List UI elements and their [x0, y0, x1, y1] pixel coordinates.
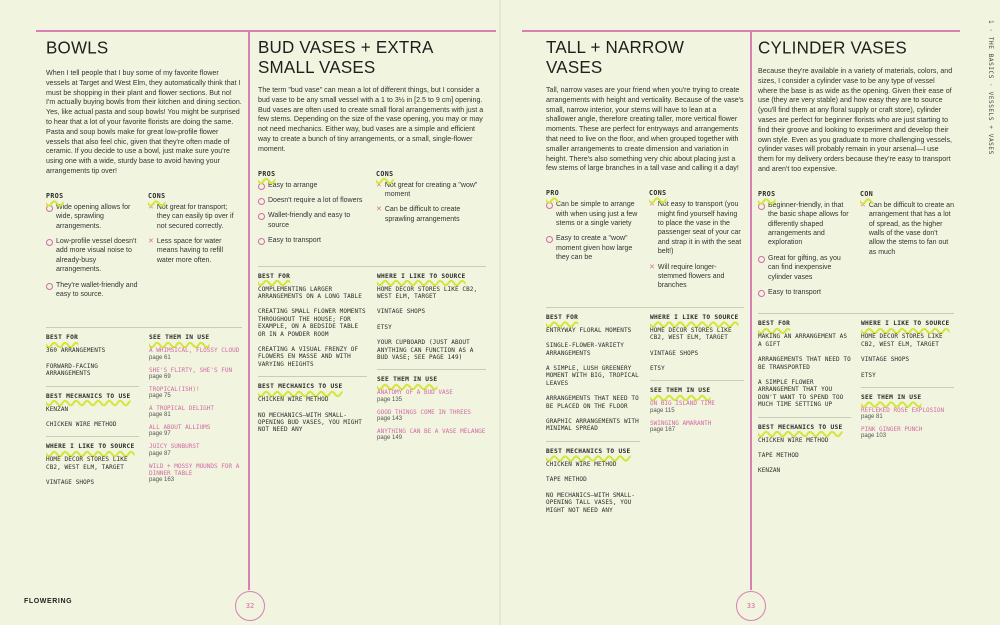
con-item: ✕ Not great for creating a "wow" moment: [376, 181, 478, 198]
source-item: HOME DECOR STORES LIKE CB2, WEST ELM, TARGET: [650, 326, 732, 342]
pros-label: PROS: [258, 169, 276, 178]
source-item: VINTAGE SHOPS: [861, 356, 910, 364]
mechanics-item: CHICKEN WIRE METHOD: [546, 460, 617, 468]
mechanics-label: BEST MECHANICS TO USE: [758, 423, 843, 431]
see-item: WILD + MOSSY MOUNDS FOR A DINNER TABLE page 163: [149, 462, 240, 484]
best-for-item: COMPLEMENTING LARGER ARRANGEMENTS ON A LONG TABLE: [258, 285, 362, 301]
pros-cons: [758, 183, 954, 304]
details-right: [650, 314, 744, 522]
running-footer: FLOWERING: [24, 598, 73, 605]
pro-item: Easy to arrange: [258, 181, 368, 190]
source-label: WHERE I LIKE TO SOURCE: [861, 320, 950, 328]
right-page: [500, 0, 1000, 625]
details-right: [149, 334, 242, 494]
source-label: WHERE I LIKE TO SOURCE: [46, 443, 135, 451]
details-left: [546, 314, 640, 522]
details-grid: [46, 334, 242, 494]
see-label: SEE THEM IN USE: [861, 394, 922, 402]
section-title: TALL + NARROW VASES: [546, 37, 685, 77]
source-item: HOME DECOR STORES LIKE CB2, WEST ELM, TARGET: [377, 285, 478, 301]
cons-label: CONS: [649, 189, 667, 198]
x-bullet-icon: ✕: [649, 263, 655, 271]
con-item: ✕ Can be difficult to create an arrangement that has a lot of spread, as the higher walls of the vase don't allow the stems to fan out as much: [860, 201, 954, 256]
cons-list: [860, 183, 954, 304]
best-for-label: BEST FOR: [258, 272, 291, 280]
details-left: [258, 273, 367, 447]
divider: [546, 307, 744, 308]
pros-label: PROS: [758, 189, 776, 198]
pro-item: Easy to transport: [758, 288, 852, 297]
source-item: ETSY: [650, 365, 665, 373]
pros-label: PROS: [46, 191, 64, 200]
divider: [650, 380, 744, 381]
cons-label: CONS: [376, 169, 394, 178]
best-for-item: A SIMPLE FLOWER ARRANGEMENT THAT YOU DON'T WANT TO SPEND TOO MUCH TIME SETTING UP: [758, 379, 844, 409]
mechanics-item: KENZAN: [758, 467, 781, 475]
circle-bullet-icon: [258, 198, 265, 205]
mechanics-item: TAPE METHOD: [758, 452, 799, 460]
mechanics-label: BEST MECHANICS TO USE: [46, 392, 131, 400]
divider: [46, 436, 139, 437]
divider: [46, 327, 242, 328]
con-item: ✕ Not great for transport; they can easily tip over if not secured correctly.: [148, 203, 234, 230]
x-bullet-icon: ✕: [148, 237, 154, 245]
pro-item: Low-profile vessel doesn't add more visual noise to already-busy arrangements.: [46, 237, 140, 275]
section-intro: Tall, narrow vases are your friend when you're trying to create arrangements with height and verticality. Because of the vase's small, narrow interior, your stems will have to lean at a shallower angle, therefore creating taller, more vertical flower moments. These are perfect for entryways and arrangements that need to live on the floor, and when grouped together with smaller arrangements to create dimension and variation in height. There's also something very chic about placing just a few stems of large branches in a tall vase and calling it a day!: [546, 86, 744, 173]
mechanics-label: BEST MECHANICS TO USE: [258, 383, 343, 391]
source-item: VINTAGE SHOPS: [650, 349, 699, 357]
best-for-item: ARRANGEMENTS THAT NEED TO BE PLACED ON THE FLOOR: [546, 395, 639, 410]
x-bullet-icon: ✕: [376, 206, 382, 214]
divider: [46, 386, 139, 387]
see-item: A TROPICAL DELIGHT page 81: [149, 405, 215, 419]
best-for-item: GRAPHIC ARRANGEMENTS WITH MINIMAL SPREAD: [546, 418, 639, 433]
pros-cons: [46, 185, 242, 306]
source-item: ETSY: [861, 371, 876, 379]
best-for-label: BEST FOR: [758, 320, 791, 328]
divider: [758, 313, 954, 314]
mechanics-item: CHICKEN WIRE METHOD: [758, 436, 829, 444]
pros-list: [546, 182, 641, 297]
page-number: 33: [736, 591, 766, 621]
see-item: GOOD THINGS COME IN THREES page 143: [377, 408, 471, 422]
pro-item: Wallet-friendly and easy to source: [258, 211, 368, 230]
best-for-item: 360 ARRANGEMENTS: [46, 347, 106, 355]
con-item: ✕ Can be difficult to create sprawling arrangements: [376, 206, 461, 223]
circle-bullet-icon: [46, 283, 53, 290]
section-intro: The term "bud vase" can mean a lot of different things, but I consider a bud vase to be any small vessel with a 1 to 3½ in [2.5 to 9 cm] opening. Bud vases are often used to create small floral arrangements with just a few stems. Depending on the size of the vase opening, you may or may not need mechanics. Either way, bud vases are a simple and efficient way to create a bunch of tiny arrangements, or a small, single-flower moment.: [258, 86, 484, 153]
tall-narrow-section: [546, 30, 744, 522]
section-title: CYLINDER VASES: [758, 37, 907, 58]
best-for-item: FORWARD-FACING ARRANGEMENTS: [46, 362, 98, 378]
source-item: ETSY: [377, 323, 392, 331]
x-bullet-icon: ✕: [376, 181, 382, 189]
mechanics-item: NO MECHANICS—WITH SMALL-OPENING BUD VASES, YOU MIGHT NOT NEED ANY: [258, 411, 362, 434]
con-item: ✕ Less space for water means having to refill water more often.: [148, 237, 224, 264]
see-item: ALL ABOUT ALLIUMS page 97: [149, 424, 211, 438]
pro-item: Beginner-friendly, in that the basic shape allows for differently shaped arrangements and exploration: [758, 201, 852, 248]
x-bullet-icon: ✕: [860, 201, 866, 209]
circle-bullet-icon: [46, 205, 53, 212]
pros-list: [46, 185, 140, 306]
mechanics-item: NO MECHANICS—WITH SMALL-OPENING TALL VASES, YOU MIGHT NOT NEED ANY: [546, 491, 636, 514]
con-item: ✕ Will require longer-stemmed flowers and branches: [649, 263, 725, 290]
mechanics-item: TAPE METHOD: [546, 476, 587, 484]
source-item: VINTAGE SHOPS: [46, 479, 95, 487]
details-grid: [546, 314, 744, 522]
bowls-section: [46, 30, 242, 495]
details-grid: [758, 320, 954, 482]
see-item: ANYTHING CAN BE A VASE MÉLANGE page 149: [377, 427, 486, 442]
best-for-item: ENTRYWAY FLORAL MOMENTS: [546, 326, 632, 334]
divider: [546, 441, 640, 442]
circle-bullet-icon: [546, 202, 553, 209]
mechanics-item: KENZAN: [46, 405, 69, 413]
page-number: 32: [235, 591, 265, 621]
source-label: WHERE I LIKE TO SOURCE: [650, 313, 739, 321]
cons-label: CON: [860, 189, 874, 198]
divider: [861, 387, 954, 388]
see-item: PINK GINGER PUNCH page 103: [861, 426, 923, 440]
x-bullet-icon: ✕: [148, 203, 154, 211]
circle-bullet-icon: [758, 290, 765, 297]
con-item: ✕ Not easy to transport (you might find yourself having to place the vase in the passenger seat of your car and strap it in with the seat belt!): [649, 201, 742, 256]
see-item: A WHIMSICAL, FLOSSY CLOUD page 61: [149, 347, 240, 361]
divider: [258, 266, 486, 267]
circle-bullet-icon: [258, 238, 265, 245]
see-item: SWINGING AMARANTH page 167: [650, 419, 712, 433]
details-right: [377, 273, 486, 447]
cons-list: [376, 163, 486, 252]
pros-label: PRO: [546, 189, 560, 198]
best-for-item: SINGLE-FLOWER-VARIETY ARRANGEMENTS: [546, 342, 624, 357]
divider: [258, 376, 367, 377]
see-label: SEE THEM IN USE: [377, 376, 438, 384]
best-for-item: ARRANGEMENTS THAT NEED TO BE TRANSPORTED: [758, 356, 851, 371]
pro-item: Doesn't require a lot of flowers: [258, 196, 368, 205]
cons-list: [649, 182, 744, 297]
circle-bullet-icon: [46, 239, 53, 246]
mechanics-label: BEST MECHANICS TO USE: [546, 447, 631, 455]
pro-item: Easy to transport: [258, 236, 368, 245]
pros-cons: [546, 182, 744, 297]
mechanics-item: CHICKEN WIRE METHOD: [46, 421, 117, 429]
details-left: [46, 334, 139, 494]
column-divider: [750, 30, 752, 590]
see-item: ANATOMY OF A BUD VASE page 135: [377, 389, 453, 403]
column-divider: [248, 30, 250, 590]
side-tab-label: 1 · THE BASICS · VESSELS + VASES: [987, 20, 994, 155]
see-item: ON BIG ISLAND TIME page 115: [650, 400, 716, 414]
see-item: REFLEKED ROSE EXPLOSION page 81: [861, 407, 945, 421]
divider: [758, 417, 851, 418]
best-for-item: MAKING AN ARRANGEMENT AS A GIFT: [758, 333, 848, 348]
cylinder-vases-section: [758, 30, 954, 483]
bud-vases-section: [258, 30, 486, 447]
source-item: VINTAGE SHOPS: [377, 308, 426, 316]
circle-bullet-icon: [758, 203, 765, 210]
source-label: WHERE I LIKE TO SOURCE: [377, 272, 466, 280]
x-bullet-icon: ✕: [649, 201, 655, 209]
circle-bullet-icon: [546, 236, 553, 243]
best-for-label: BEST FOR: [546, 313, 579, 321]
see-label: SEE THEM IN USE: [149, 334, 210, 342]
pro-item: Wide opening allows for wide, sprawling arrangements.: [46, 203, 140, 231]
source-item: HOME DECOR STORES LIKE CB2, WEST ELM, TARGET: [861, 333, 943, 348]
best-for-label: BEST FOR: [46, 334, 79, 342]
see-item: TROPICAL(ISH)! page 75: [149, 385, 200, 400]
mechanics-item: CHICKEN WIRE METHOD: [258, 396, 329, 404]
source-item: YOUR CUPBOARD (JUST ABOUT ANYTHING CAN FUNCTION AS A BUD VASE; SEE PAGE 149): [377, 339, 474, 362]
circle-bullet-icon: [758, 256, 765, 263]
pros-cons: [258, 163, 486, 252]
details-left: [758, 320, 851, 482]
cons-list: [148, 185, 242, 306]
divider: [377, 369, 486, 370]
pro-item: They're wallet-friendly and easy to source.: [46, 281, 140, 300]
pro-item: Can be simple to arrange with when using just a few stems or a single variety: [546, 200, 641, 228]
circle-bullet-icon: [258, 213, 265, 220]
section-intro: When I tell people that I buy some of my favorite flower vessels at Target and West Elm, they automatically think that I must be shopping in their plant and flower sections. But no! I'm actually buying bowls from their kitchen and dining section. Yes, like actual pasta and soup bowls! You might be surprised to hear that a lot of your favorite florists are doing the same. Pasta and soup bowls make for great low-profile flower vessels that also feel chic, given that they're often made of ceramic. If you decide to use a bowl, just make sure you're using one with a wide, sturdy base to avoid having your arrangements tip over!: [46, 69, 242, 175]
see-item: JUICY SUNBURST page 87: [149, 443, 200, 457]
pro-item: Great for gifting, as you can find inexpensive cylinder vases: [758, 254, 852, 282]
best-for-item: A SIMPLE, LUSH GREENERY MOMENT WITH BIG, TROPICAL LEAVES: [546, 365, 639, 387]
details-right: [861, 320, 954, 482]
best-for-item: CREATING SMALL FLOWER MOMENTS THROUGHOUT THE HOUSE; FOR EXAMPLE, ON A BEDSIDE TABLE OR IN A POWDER ROOM: [258, 308, 366, 338]
details-grid: [258, 273, 486, 447]
pros-list: [258, 163, 368, 252]
see-label: SEE THEM IN USE: [650, 387, 711, 395]
section-title: BUD VASES + EXTRA SMALL VASES: [258, 37, 433, 77]
see-item: SHE'S FLIRTY, SHE'S FUN page 69: [149, 366, 233, 380]
pros-list: [758, 183, 852, 304]
pro-item: Easy to create a "wow" moment given how large they can be: [546, 234, 641, 262]
section-title: BOWLS: [46, 37, 109, 58]
cons-label: CONS: [148, 191, 166, 200]
source-item: HOME DECOR STORES LIKE CB2, WEST ELM, TARGET: [46, 456, 128, 471]
best-for-item: CREATING A VISUAL FRENZY OF FLOWERS EN MASSE AND WITH VARYING HEIGHTS: [258, 346, 359, 368]
circle-bullet-icon: [258, 183, 265, 190]
section-intro: Because they're available in a variety of materials, colors, and sizes, I consider a cylinder vase to be any type of vessel where the base is as wide as the opening. Given their ease of use (they are very stable) and how easy they are to source (you'll find them at any floral supply or craft store), cylinder vases are perfect for beginner florists who are just starting to find their groove and looking to experiment and develop their own style. Even as you graduate to more challenging vessels, cylinder vases will probably remain in your arsenal—I use them for my delivery orders because they're easy to transport and aren't too expensive.: [758, 67, 953, 173]
